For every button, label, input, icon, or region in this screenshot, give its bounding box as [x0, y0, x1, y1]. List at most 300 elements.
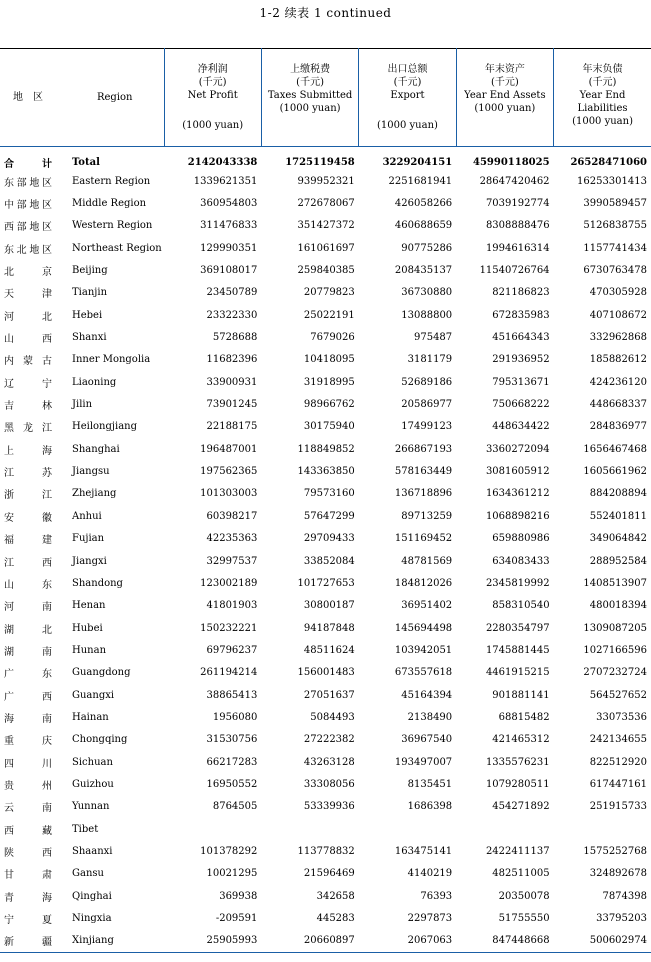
region-name-cn: [0, 170, 66, 192]
table-cell: 1408513907: [583, 577, 647, 589]
region-name-cn-text: 海 南: [4, 713, 52, 725]
table-cell: 33073536: [596, 711, 647, 723]
region-name-cn-text: 宁 夏: [4, 915, 52, 927]
header-en: Year End Assets: [464, 90, 546, 101]
region-name-cn: [0, 304, 66, 326]
table-cell: 33900931: [206, 376, 258, 388]
table-cell: 7874398: [602, 890, 647, 902]
table-title: 1-2 续表 1 continued: [259, 6, 392, 20]
region-name-cn: [0, 818, 66, 840]
header-en: Export: [390, 90, 425, 101]
table-cell: 193497007: [394, 756, 453, 768]
table-row: [0, 438, 651, 460]
table-cell: 617447161: [589, 778, 647, 790]
table-cell: 11540726764: [479, 265, 550, 277]
table-cell: 25022191: [303, 309, 355, 321]
table-row: [0, 662, 651, 684]
table-row: [0, 304, 651, 326]
region-name-cn-text: 四 川: [4, 758, 52, 770]
table-cell: 1575252768: [583, 845, 647, 857]
region-name-cn-text: 江 苏: [4, 468, 52, 480]
region-name-cn-text: 安 徽: [4, 512, 52, 524]
table-row: [0, 930, 651, 952]
region-name-cn: [0, 438, 66, 460]
table-cell: 1335576231: [485, 756, 550, 768]
table-row: [0, 796, 651, 818]
table-cell: 89713259: [401, 510, 453, 522]
table-row: [0, 237, 651, 259]
table-cell: 30800187: [303, 600, 355, 612]
header-yuan: (1000 yuan): [572, 116, 633, 127]
table-cell: 36730880: [401, 287, 453, 299]
table-cell: 17499123: [401, 421, 453, 433]
table-cell: 673557618: [394, 667, 453, 679]
table-cell: 1656467468: [583, 443, 647, 455]
table-cell: 48511624: [303, 644, 355, 656]
table-cell: 311476833: [200, 220, 258, 232]
table-cell: 28647420462: [479, 175, 550, 187]
table-row: [0, 528, 651, 550]
region-name-en: Heilongjiang: [72, 421, 137, 433]
table-cell: 90775286: [401, 242, 453, 254]
header-taxes: [261, 49, 358, 147]
header-yuan: (1000 yuan): [377, 120, 438, 131]
table-cell: 2251681941: [388, 175, 453, 187]
table-header: [0, 49, 651, 147]
table-cell: 349064842: [589, 533, 647, 545]
region-name-cn: [0, 282, 66, 304]
table-cell: [359, 818, 456, 840]
table-cell: 4461915215: [485, 667, 550, 679]
region-name-en: Northeast Region: [72, 242, 162, 254]
table-cell: 858310540: [492, 600, 550, 612]
table-cell: 3181179: [407, 354, 453, 366]
table-cell: 21596469: [303, 868, 355, 880]
table-cell: 1079280511: [485, 778, 550, 790]
table-cell: 20660897: [303, 935, 355, 947]
table-row: [0, 840, 651, 862]
table-cell: 351427372: [297, 220, 355, 232]
table-row: [0, 885, 651, 907]
table-cell: 66217283: [206, 756, 258, 768]
table-cell: 23322330: [206, 309, 258, 321]
table-cell: 20350078: [498, 890, 550, 902]
region-name-cn-text: 福 建: [4, 535, 52, 547]
region-name-en: Guangxi: [72, 689, 115, 701]
region-name-cn-text: 黑龙江: [4, 423, 52, 435]
region-name-cn: [0, 907, 66, 929]
region-name-cn: [0, 840, 66, 862]
table-cell: 1027166596: [583, 644, 647, 656]
table-cell: 42235363: [206, 533, 258, 545]
region-name-cn-text: 云 南: [4, 803, 52, 815]
table-cell: 5084493: [310, 711, 355, 723]
table-cell: 52689186: [401, 376, 453, 388]
data-table: [0, 48, 651, 953]
table-cell: 32997537: [206, 555, 258, 567]
table-cell: 60398217: [206, 510, 258, 522]
region-name-en: Shanghai: [72, 443, 120, 455]
table-cell: 500602974: [589, 935, 647, 947]
region-name-cn: [0, 393, 66, 415]
table-cell: 156001483: [297, 667, 355, 679]
table-cell: 11682396: [206, 354, 258, 366]
region-name-cn-text: 青 海: [4, 892, 52, 904]
table-cell: 552401811: [589, 510, 647, 522]
region-name-cn-text: 西 藏: [4, 825, 52, 837]
table-cell: 101378292: [200, 845, 258, 857]
table-cell: -209591: [215, 913, 258, 925]
header-unit: (千元): [393, 77, 422, 88]
table-cell: 1956080: [212, 711, 258, 723]
table-row: [0, 863, 651, 885]
table-cell: 847448668: [492, 935, 550, 947]
table-row: [0, 349, 651, 371]
header-assets: [456, 49, 553, 147]
table-cell: 1157741434: [583, 242, 647, 254]
region-name-cn-text: 贵 州: [4, 780, 52, 792]
table-cell: 482511005: [492, 868, 550, 880]
region-name-cn: [0, 505, 66, 527]
table-cell: 451664343: [492, 332, 550, 344]
region-name-en: Fujian: [72, 533, 105, 545]
table-cell: 22188175: [206, 421, 258, 433]
header-region-cn: 地区: [13, 92, 53, 103]
region-name-en: Guangdong: [72, 667, 131, 679]
table-cell: 2067063: [407, 935, 453, 947]
table-cell: 43263128: [303, 756, 355, 768]
table-cell: 3229204151: [382, 157, 453, 168]
table-row: [0, 751, 651, 773]
table-cell: 129990351: [200, 242, 258, 254]
table-cell: 369938: [219, 890, 258, 902]
table-row: [0, 326, 651, 348]
region-name-cn: [0, 192, 66, 214]
table-cell: 795313671: [492, 376, 550, 388]
table-cell: 151169452: [394, 533, 453, 545]
region-name-en: Henan: [72, 600, 106, 612]
table-cell: 36951402: [401, 600, 453, 612]
region-name-cn-text: 北 京: [4, 267, 52, 279]
region-name-en: Qinghai: [72, 890, 112, 902]
header-en: Net Profit: [187, 90, 238, 101]
table-cell: 136718896: [394, 488, 453, 500]
region-name-cn: [0, 706, 66, 728]
region-name-en: Jiangsu: [72, 466, 110, 478]
region-name-cn: [0, 773, 66, 795]
table-cell: 26528471060: [570, 157, 647, 168]
table-cell: 460688659: [394, 220, 453, 232]
region-name-cn: [0, 550, 66, 572]
region-name-en: Hainan: [72, 711, 109, 723]
table-cell: 8135451: [407, 778, 453, 790]
region-name-en: Chongqing: [72, 734, 128, 746]
table-cell: 266867193: [394, 443, 453, 455]
table-cell: 31918995: [303, 376, 355, 388]
table-cell: 31530756: [206, 734, 258, 746]
table-cell: 424236120: [589, 376, 647, 388]
table-cell: 16253301413: [577, 175, 647, 187]
table-cell: 41801903: [206, 600, 258, 612]
region-name-cn-text: 浙 江: [4, 490, 52, 502]
header-cn: 年末资产: [484, 64, 525, 75]
header-unit: (千元): [198, 77, 227, 88]
table-cell: 10021295: [206, 868, 258, 880]
region-name-en: Liaoning: [72, 376, 117, 388]
table-cell: 69796237: [206, 644, 258, 656]
table-cell: 821186823: [492, 287, 550, 299]
region-name-cn: [0, 684, 66, 706]
table-cell: 407108672: [589, 309, 647, 321]
region-name-en: Jiangxi: [72, 555, 107, 567]
table-cell: 448634422: [492, 421, 550, 433]
table-cell: 939952321: [297, 175, 355, 187]
region-name-cn: [0, 528, 66, 550]
table-cell: 672835983: [492, 309, 550, 321]
table-cell: 197562365: [200, 466, 258, 478]
table-cell: 23450789: [206, 287, 258, 299]
table-cell: 332962868: [589, 332, 647, 344]
table-cell: 1686398: [407, 801, 453, 813]
header-cn: 上缴税费: [290, 64, 331, 75]
region-name-cn: [0, 460, 66, 482]
region-name-cn-text: 上 海: [4, 445, 52, 457]
region-name-cn-text: 新 疆: [4, 937, 52, 949]
table-cell: 33795203: [596, 913, 647, 925]
region-name-cn: [0, 416, 66, 438]
table-cell: 57647299: [303, 510, 355, 522]
table-cell: 29709433: [303, 533, 355, 545]
table-cell: 8308888476: [485, 220, 550, 232]
table-cell: 4140219: [407, 868, 453, 880]
table-cell: 2345819992: [485, 577, 550, 589]
region-name-en: Total: [72, 157, 100, 168]
header-unit: (千元): [490, 77, 519, 88]
table-cell: 184812026: [394, 577, 453, 589]
table-cell: 291936952: [492, 354, 550, 366]
table-cell: 38865413: [206, 689, 258, 701]
region-name-en: Hebei: [72, 309, 103, 321]
table-cell: 3081605912: [485, 466, 550, 478]
region-name-en: Gansu: [72, 868, 104, 880]
table-cell: [164, 818, 261, 840]
table-cell: 79573160: [303, 488, 355, 500]
region-name-en: Sichuan: [72, 756, 113, 768]
table-cell: 45164394: [401, 689, 453, 701]
table-cell: 10418095: [303, 354, 355, 366]
table-cell: 6730763478: [583, 265, 647, 277]
table-cell: 342658: [316, 890, 355, 902]
table-cell: 445283: [316, 913, 355, 925]
table-cell: 101303003: [200, 488, 258, 500]
table-cell: 1605661962: [583, 466, 647, 478]
header-cn: 年末负债: [582, 64, 623, 75]
table-row: [0, 170, 651, 192]
header-liabilities: [554, 49, 651, 147]
region-name-en: Shaanxi: [72, 845, 113, 857]
region-name-cn-text: 江 西: [4, 557, 52, 569]
region-name-cn: [0, 483, 66, 505]
table-cell: 564527652: [589, 689, 647, 701]
table-row: [0, 192, 651, 214]
table-cell: 284836977: [589, 421, 647, 433]
table-cell: 5728688: [212, 332, 258, 344]
region-name-cn: [0, 326, 66, 348]
table-cell: 30175940: [303, 421, 355, 433]
header-en: Taxes Submitted: [267, 90, 353, 101]
table-cell: 5126838755: [583, 220, 647, 232]
region-name-en: Zhejiang: [72, 488, 117, 500]
table-row: [0, 483, 651, 505]
table-cell: 1745881445: [485, 644, 550, 656]
table-cell: 3990589457: [583, 198, 647, 210]
table-cell: 196487001: [200, 443, 258, 455]
table-cell: 123002189: [200, 577, 258, 589]
table-cell: 51755550: [498, 913, 550, 925]
region-name-cn: [0, 617, 66, 639]
table-cell: 27222382: [303, 734, 355, 746]
region-name-en: Western Region: [72, 220, 153, 232]
table-row: [0, 215, 651, 237]
table-cell: 68815482: [498, 711, 550, 723]
table-cell: 251915733: [589, 801, 647, 813]
header-unit: (千元): [296, 77, 324, 88]
table-cell: 454271892: [492, 801, 550, 813]
region-name-en: Hunan: [72, 644, 107, 656]
table-row: [0, 371, 651, 393]
table-cell: 2138490: [407, 711, 453, 723]
region-name-cn-text: 陕 西: [4, 847, 52, 859]
table-cell: 7679026: [310, 332, 355, 344]
table-cell: 1309087205: [583, 622, 647, 634]
region-name-cn: [0, 259, 66, 281]
header-yuan: (1000 yuan): [474, 103, 536, 114]
region-name-cn: [0, 930, 66, 952]
table-cell: 2422411137: [485, 845, 550, 857]
region-name-cn-text: 山 西: [4, 334, 52, 346]
table-cell: 470305928: [589, 287, 647, 299]
table-cell: 16950552: [206, 778, 258, 790]
table-cell: 20586977: [401, 399, 453, 411]
table-row: [0, 907, 651, 929]
table-cell: 259840385: [297, 265, 355, 277]
region-name-cn-text: 广 西: [4, 691, 52, 703]
table-cell: 145694498: [394, 622, 453, 634]
table-cell: 480018394: [589, 600, 647, 612]
header-yuan: (1000 yuan): [279, 103, 341, 114]
region-name-cn-text: 吉 林: [4, 401, 52, 413]
table-cell: 73901245: [206, 399, 258, 411]
region-name-cn: [0, 662, 66, 684]
table-cell: 94187848: [303, 622, 355, 634]
table-row: [0, 729, 651, 751]
table-cell: 161061697: [297, 242, 355, 254]
region-name-cn: [0, 371, 66, 393]
region-name-cn: [0, 885, 66, 907]
region-name-en: Shanxi: [72, 332, 107, 344]
table-cell: 13088800: [401, 309, 453, 321]
table-row: [0, 706, 651, 728]
table-cell: 369108017: [200, 265, 258, 277]
table-cell: 185882612: [589, 354, 647, 366]
region-name-cn: [0, 863, 66, 885]
table-cell: 118849852: [297, 443, 355, 455]
region-name-en: Xinjiang: [72, 935, 114, 947]
region-name-cn-text: 东部地区: [4, 177, 52, 189]
table-row: [0, 259, 651, 281]
region-name-en: Ningxia: [72, 913, 112, 925]
table-cell: 36967540: [401, 734, 453, 746]
region-name-cn-text: 湖 南: [4, 646, 52, 658]
table-cell: 113778832: [297, 845, 355, 857]
table-row: [0, 505, 651, 527]
region-name-en: Beijing: [72, 265, 108, 277]
region-name-cn-text: 内蒙古: [4, 356, 52, 368]
region-name-cn-text: 合 计: [4, 159, 52, 170]
table-cell: 33308056: [303, 778, 355, 790]
region-name-cn: [0, 595, 66, 617]
table-cell: 901881141: [492, 689, 550, 701]
table-cell: 20779823: [303, 287, 355, 299]
table-row: [0, 595, 651, 617]
table-cell: [456, 818, 553, 840]
table-cell: [261, 818, 358, 840]
region-name-cn-text: 河 北: [4, 311, 52, 323]
region-name-cn-text: 湖 北: [4, 624, 52, 636]
header-en: Year End Liabilities: [577, 90, 628, 114]
table-cell: 1994616314: [485, 242, 550, 254]
table-row: [0, 416, 651, 438]
region-name-cn: [0, 237, 66, 259]
table-row: [0, 684, 651, 706]
table-cell: 272678067: [297, 198, 355, 210]
table-cell: 1634361212: [485, 488, 550, 500]
region-name-cn: [0, 639, 66, 661]
table-cell: 76393: [420, 890, 453, 902]
table-row: [0, 617, 651, 639]
region-name-cn-text: 广 东: [4, 669, 52, 681]
region-name-cn-text: 辽 宁: [4, 378, 52, 390]
region-name-cn-text: 东北地区: [4, 244, 52, 256]
table-row: [0, 147, 651, 171]
table-cell: 884208894: [589, 488, 647, 500]
table-cell: 2280354797: [485, 622, 550, 634]
region-name-cn-text: 天 津: [4, 289, 52, 301]
region-name-cn-text: 河 南: [4, 602, 52, 614]
region-name-cn-text: 西部地区: [4, 222, 52, 234]
table-cell: 2142043338: [187, 157, 258, 168]
table-cell: 975487: [413, 332, 453, 344]
table-cell: 261194214: [200, 667, 258, 679]
region-name-en: Jilin: [72, 399, 93, 411]
table-cell: 208435137: [394, 265, 453, 277]
region-name-cn: [0, 147, 66, 171]
region-name-cn: [0, 729, 66, 751]
table-cell: 33852084: [303, 555, 355, 567]
table-cell: 578163449: [394, 466, 453, 478]
region-name-en: Middle Region: [72, 198, 147, 210]
table-cell: 822512920: [589, 756, 647, 768]
table-cell: 143363850: [297, 466, 355, 478]
table-row: [0, 639, 651, 661]
table-row: [0, 282, 651, 304]
region-name-cn: [0, 215, 66, 237]
header-net-profit: [164, 49, 261, 147]
region-name-cn: [0, 572, 66, 594]
region-name-en: Hubei: [72, 622, 103, 634]
table-cell: 324892678: [589, 868, 647, 880]
table-cell: 8764505: [212, 801, 258, 813]
